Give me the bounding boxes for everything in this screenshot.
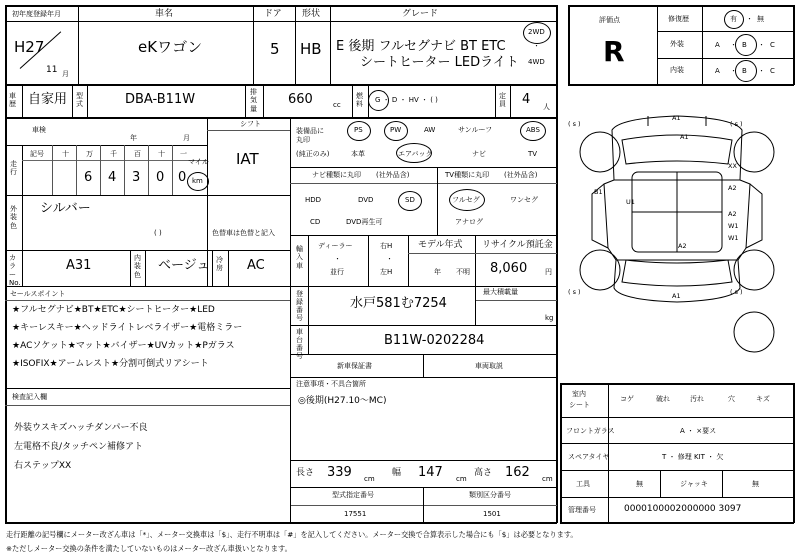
- cert-manual: 車両取説: [475, 362, 503, 370]
- mark-a2-1: A2: [728, 184, 737, 192]
- cert-new-car: 新車保証書: [337, 362, 372, 370]
- interior-label: 内装: [670, 66, 684, 74]
- shift-label: シフト: [240, 120, 261, 128]
- equip-sunroof: サンルーフ: [458, 126, 493, 134]
- capacity-label: 定員: [499, 92, 506, 109]
- navi-cd: CD: [310, 218, 321, 226]
- fuel-options: G ・ D ・ HV ・ ( ): [375, 96, 438, 104]
- model-year-unit: 年: [434, 268, 441, 276]
- navi-dvd: DVD: [358, 196, 374, 204]
- inspector-note-line: 左電格不良/タッチペン補修アト: [14, 442, 144, 452]
- exterior-label: 外装: [670, 40, 684, 48]
- notes-label: 注意事項・不具合箇所: [296, 380, 366, 388]
- drive-2wd: 2WD: [528, 28, 545, 36]
- import-right-h: 右H: [380, 242, 393, 250]
- spare-tire-value: T ・ 修理 KIT ・ 欠: [662, 453, 724, 461]
- capacity-unit: 人: [543, 103, 550, 111]
- digit-header-5: 一: [180, 150, 187, 158]
- digit-header-0: 十: [62, 150, 69, 158]
- digit-3: 3: [132, 170, 141, 185]
- length-unit: cm: [364, 475, 375, 483]
- width-label: 幅: [392, 468, 402, 478]
- interior-sheet-label-1: 室内: [572, 390, 586, 398]
- ac-label: 冷房: [216, 256, 223, 273]
- sheet-yabure: 破れ: [656, 395, 670, 403]
- first-reg-month-unit: 月: [62, 70, 69, 78]
- tools-label: 工具: [576, 480, 590, 488]
- sheet-yogore: 汚れ: [690, 395, 704, 403]
- digit-header-2: 千: [110, 150, 117, 158]
- import-label: 輸入車: [296, 245, 303, 270]
- interior-dot-2: ・: [758, 67, 765, 75]
- mark-w1-1: W1: [728, 222, 739, 230]
- tools-value: 無: [636, 480, 643, 488]
- repair-dot: ・: [746, 15, 753, 23]
- inspection-year-unit: 年: [130, 134, 137, 142]
- class-label: 類別区分番号: [469, 491, 511, 499]
- width-value: 147: [418, 465, 443, 480]
- notes-value: ◎後期(H27.10～MC): [298, 396, 387, 406]
- doors-value: 5: [270, 40, 280, 58]
- type-designation-label: 型式指定番号: [332, 491, 374, 499]
- color-note: 色替車は色替と記入: [212, 229, 275, 237]
- digit-1: 6: [84, 170, 93, 185]
- tv-label: TV種類に丸印: [445, 171, 490, 179]
- import-parallel: 並行: [330, 268, 344, 276]
- inspection-label: 車検: [32, 126, 46, 134]
- import-dot-2: ・: [386, 255, 393, 263]
- height-unit: cm: [542, 475, 553, 483]
- equip-leather: 本革: [351, 150, 365, 158]
- front-glass-label: フロントガラス: [566, 427, 615, 435]
- digit-header-1: 万: [86, 150, 93, 158]
- usage-value: 自家用: [28, 92, 68, 107]
- grade-label: グレード: [402, 9, 439, 19]
- color-value: シルバー: [40, 201, 91, 216]
- mileage-sign-label: 記号: [30, 150, 44, 158]
- displacement-unit: cc: [333, 101, 341, 109]
- equip-navi: ナビ: [472, 150, 486, 158]
- usage-label: 車歴: [9, 92, 16, 109]
- displacement-label: 排気量: [250, 88, 257, 113]
- mark-a1-hood: A1: [680, 133, 689, 141]
- import-left-h: 左H: [380, 268, 393, 276]
- mark-xx: XX: [728, 162, 737, 170]
- class-value: 1501: [483, 510, 501, 518]
- interior-a: A: [715, 67, 720, 75]
- inspector-note-line: 外装ウスキズハッチダンパー不良: [14, 423, 148, 433]
- equip-pw: PW: [390, 126, 402, 134]
- drive-4wd: 4WD: [528, 58, 545, 66]
- model-value: DBA-B11W: [125, 92, 196, 107]
- spare-tire-label: スペアタイヤ: [568, 453, 610, 461]
- interior-sheet-label-2: シート: [569, 401, 590, 409]
- mark-u1: U1: [626, 198, 635, 206]
- tv-oneseg: ワンセグ: [510, 196, 538, 204]
- color-no-label: カラーNo.: [9, 254, 21, 288]
- capacity-value: 4: [522, 92, 531, 107]
- km-label: km: [192, 177, 203, 185]
- repair-no: 無: [757, 15, 764, 23]
- sales-point-line: ★ACソケット★マット★バイザー★UVカット★Pガラス: [12, 341, 235, 351]
- mgmt-value: 0000100002000000 3097: [624, 504, 742, 514]
- exterior-dot-2: ・: [758, 41, 765, 49]
- color-note-paren: ( ): [154, 229, 162, 237]
- navi-label: ナビ種類に丸印: [312, 171, 361, 179]
- grade-points-label: 評価点: [599, 16, 620, 24]
- digit-header-4: 十: [158, 150, 165, 158]
- navi-sd: SD: [405, 196, 415, 204]
- import-dealer: ディーラー: [318, 242, 353, 250]
- sales-point-line: ★キーレスキー★ヘッドライトレベライザー★電格ミラー: [12, 323, 243, 333]
- first-reg-label: 初年度登録年月: [12, 10, 61, 18]
- exterior-a: A: [715, 41, 720, 49]
- sheet-koge: コゲ: [620, 395, 634, 403]
- footer-note-1: 走行距離の記号欄にメーター改ざん車は「*」、メーター交換車は「$」、走行不明車は「#」を記入してください。メーター交換で合算表示した場合にも「$」は必要となります。: [6, 530, 578, 539]
- interior-color-label: 内装色: [134, 254, 141, 279]
- type-designation-value: 17551: [344, 510, 367, 518]
- grade-points-value: R: [603, 35, 625, 68]
- digit-4: 0: [156, 170, 165, 185]
- recycle-value: 8,060: [490, 261, 528, 276]
- doors-label: ドア: [264, 9, 282, 19]
- digit-5: 0: [178, 170, 187, 185]
- repair-label: 修復歴: [668, 15, 689, 23]
- model-year-label: モデル年式: [418, 240, 463, 250]
- car-diagram: [560, 100, 794, 380]
- max-load-kg: kg: [545, 314, 554, 322]
- sheet-ana: 穴: [728, 395, 735, 403]
- equipment-sub: (純正のみ): [296, 150, 330, 158]
- digit-header-3: 百: [134, 150, 141, 158]
- recycle-label: リサイクル預託金: [482, 240, 553, 250]
- car-name-label: 車名: [155, 9, 174, 19]
- mark-a2-2: A2: [728, 210, 737, 218]
- tv-sub: (社外品含): [504, 171, 538, 179]
- chassis-label: 車台番号: [296, 328, 303, 361]
- model-label: 型式: [76, 92, 83, 109]
- inspection-month-unit: 月: [183, 134, 190, 142]
- footer-note-2: ※ただしメーター交換の条件を満たしていないものはメーター改ざん車扱いとなります。: [6, 544, 292, 553]
- registration-label: 登録番号: [296, 290, 303, 323]
- color-no-value: A31: [66, 258, 92, 273]
- s-mark-2: ( s ): [730, 120, 743, 128]
- mark-a1-bottom: A1: [672, 292, 681, 300]
- model-year-unknown: 不明: [456, 268, 470, 276]
- front-glass-value: A ・ ×要ス: [680, 427, 717, 435]
- registration-value: 水戸581む7254: [350, 296, 447, 311]
- mark-a2-3: A2: [678, 242, 687, 250]
- sales-points-label: セールスポイント: [10, 290, 66, 298]
- length-value: 339: [327, 465, 352, 480]
- mile-label: マイル: [188, 158, 209, 166]
- sales-point-line: ★ISOFIX★アームレスト★分割可倒式リアシート: [12, 359, 209, 369]
- spare-wheel: [734, 312, 774, 352]
- height-value: 162: [505, 465, 530, 480]
- exterior-b: B: [742, 41, 747, 49]
- equip-ps: PS: [354, 126, 363, 134]
- grade-line-2: シートヒーター LEDライト: [360, 55, 519, 70]
- first-reg-month: 11: [46, 65, 58, 75]
- navi-dvd-play: DVD再生可: [346, 218, 383, 226]
- mgmt-label: 管理番号: [568, 506, 596, 514]
- mark-w1-2: W1: [728, 234, 739, 242]
- sheet-kizu: キズ: [756, 395, 770, 403]
- tv-fullseg: フルセグ: [452, 196, 480, 204]
- mark-b1: B1: [594, 188, 603, 196]
- exterior-c: C: [770, 41, 775, 49]
- first-reg-year: H27: [14, 38, 45, 56]
- recycle-unit: 円: [545, 268, 552, 276]
- inspector-notes-label: 検査記入欄: [12, 393, 47, 401]
- s-mark-3: ( s ): [568, 288, 581, 296]
- inspector-note-line: 右ステップXX: [14, 461, 72, 471]
- import-dot: ・: [334, 255, 341, 263]
- s-mark-1: ( s ): [568, 120, 581, 128]
- shift-value: IAT: [236, 150, 259, 168]
- height-label: 高さ: [474, 468, 493, 478]
- interior-b: B: [742, 67, 747, 75]
- navi-hdd: HDD: [305, 196, 322, 204]
- color-label: 外装色: [10, 205, 17, 230]
- jack-label: ジャッキ: [680, 480, 708, 488]
- mark-a1-top: A1: [672, 114, 681, 122]
- exterior-dot-1: ・: [730, 41, 737, 49]
- equip-abs: ABS: [526, 126, 540, 134]
- equip-airbag: エアバック: [398, 150, 433, 158]
- drive-dot: ・: [533, 42, 540, 50]
- interior-dot-1: ・: [730, 67, 737, 75]
- ac-value: AC: [247, 258, 265, 273]
- repair-yes: 有: [730, 15, 737, 23]
- car-name: eKワゴン: [138, 38, 203, 56]
- sales-point-line: ★フルセグナビ★BT★ETC★シートヒーター★LED: [12, 305, 215, 315]
- shape-value: HB: [300, 40, 322, 58]
- interior-color-value: ベージュ: [158, 258, 210, 273]
- digit-2: 4: [108, 170, 117, 185]
- length-label: 長さ: [296, 468, 315, 478]
- chassis-value: B11W-0202284: [384, 333, 485, 348]
- grade-line-1: E 後期 フルセグナビ BT ETC: [336, 39, 506, 54]
- equipment-label: 装備品に丸印: [296, 127, 324, 145]
- equip-tv: TV: [528, 150, 538, 158]
- max-load-label: 最大積載量: [483, 288, 518, 296]
- width-unit: cm: [456, 475, 467, 483]
- jack-value: 無: [752, 480, 759, 488]
- mileage-label: 走行: [10, 160, 17, 177]
- equip-aw: AW: [424, 126, 436, 134]
- displacement-value: 660: [288, 92, 313, 107]
- interior-c: C: [770, 67, 775, 75]
- fuel-label: 燃料: [356, 92, 363, 109]
- shape-label: 形状: [302, 9, 321, 19]
- tv-analog: アナログ: [455, 218, 483, 226]
- navi-sub: (社外品含): [376, 171, 410, 179]
- s-mark-4: ( s ): [730, 288, 743, 296]
- wheel-front-right: [734, 132, 774, 172]
- wheel-front-left: [580, 132, 620, 172]
